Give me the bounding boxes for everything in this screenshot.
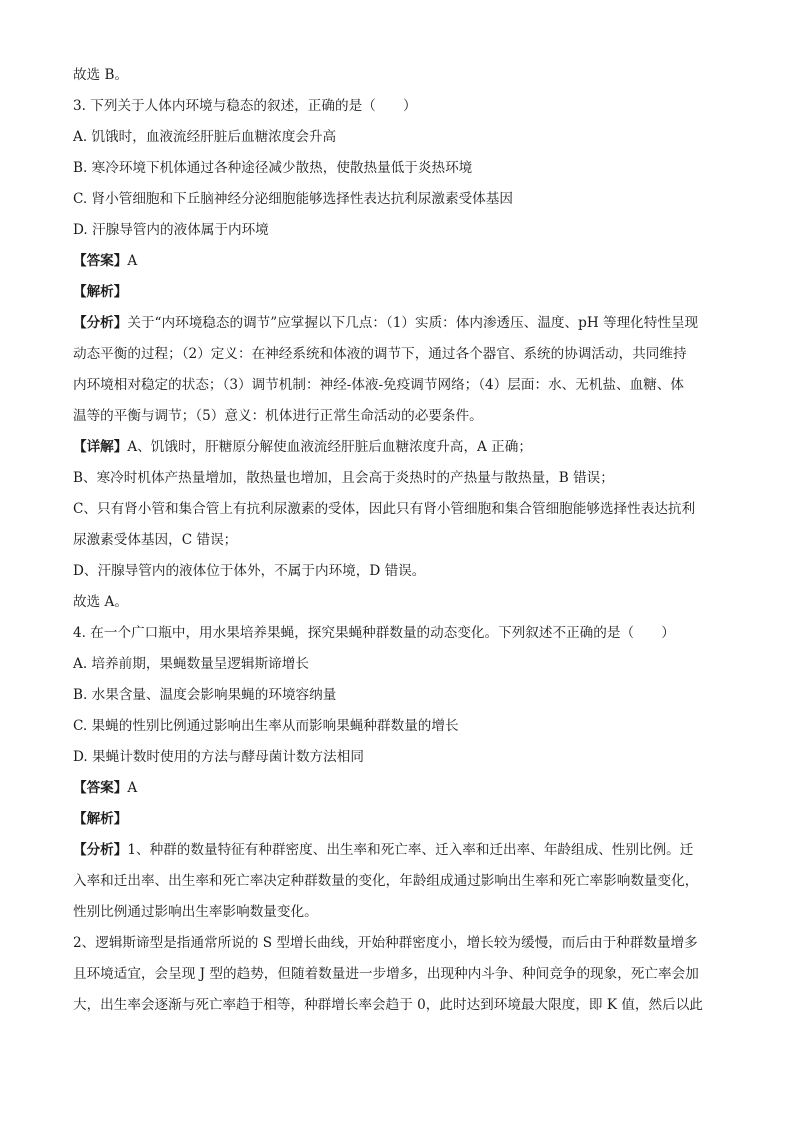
text-line bbox=[73, 91, 723, 122]
text-line bbox=[73, 866, 723, 897]
line-text: 故选 B。 bbox=[73, 67, 129, 83]
text-line bbox=[73, 680, 723, 711]
line-text: 3. 下列关于人体内环境与稳态的叙述，正确的是（ ） bbox=[73, 98, 417, 114]
line-text: 内环境相对稳定的状态；（3）调节机制：神经-体液-免疫调节网络；（4）层面：水、无机盐、血糖、体 bbox=[73, 377, 685, 393]
text-line bbox=[73, 153, 723, 184]
text-line bbox=[73, 463, 723, 494]
text-line bbox=[73, 897, 723, 928]
document-page bbox=[73, 60, 723, 1021]
section-tag: 【答案】 bbox=[73, 780, 128, 796]
text-line bbox=[73, 277, 723, 308]
line-text: A. 饥饿时，血液流经肝脏后血糖浓度会升高 bbox=[73, 129, 337, 145]
line-text: D. 果蝇计数时使用的方法与酵母菌计数方法相同 bbox=[73, 749, 364, 765]
text-line bbox=[73, 959, 723, 990]
text-line bbox=[73, 649, 723, 680]
line-text: B、寒冷时机体产热量增加，散热量也增加，且会高于炎热时的产热量与散热量，B 错误； bbox=[73, 470, 614, 486]
line-text: B. 水果含量、温度会影响果蝇的环境容纳量 bbox=[73, 687, 337, 703]
line-text: A bbox=[127, 780, 138, 796]
line-text: 关于“内环境稳态的调节”应掌握以下几点：（1）实质：体内渗透压、温度、pH 等理化特性呈现 bbox=[127, 315, 699, 331]
text-line bbox=[73, 804, 723, 835]
line-text: 1、种群的数量特征有种群密度、出生率和死亡率、迁入率和迁出率、年龄组成、性别比例。迁 bbox=[127, 842, 694, 858]
section-tag: 【分析】 bbox=[73, 315, 128, 331]
line-text: A bbox=[127, 253, 138, 269]
line-text: 尿激素受体基因，C 错误； bbox=[73, 532, 238, 548]
line-text: C. 肾小管细胞和下丘脑神经分泌细胞能够选择性表达抗利尿激素受体基因 bbox=[73, 191, 513, 207]
line-text: A、饥饿时，肝糖原分解使血液流经肝脏后血糖浓度升高，A 正确； bbox=[127, 439, 532, 455]
line-text: 动态平衡的过程；（2）定义：在神经系统和体液的调节下，通过各个器官、系统的协调活动，共同维持 bbox=[73, 346, 687, 362]
section-tag: 【答案】 bbox=[73, 253, 128, 269]
section-tag: 【分析】 bbox=[73, 842, 128, 858]
line-text: 2、逻辑斯谛型是指通常所说的 S 型增长曲线，开始种群密度小，增长较为缓慢，而后由于种群数量增多 bbox=[73, 935, 698, 951]
text-line bbox=[73, 742, 723, 773]
text-line bbox=[73, 835, 723, 866]
text-line bbox=[73, 339, 723, 370]
line-text: D. 汗腺导管内的液体属于内环境 bbox=[73, 222, 269, 238]
line-text: D、汗腺导管内的液体位于体外，不属于内环境，D 错误。 bbox=[73, 563, 426, 579]
section-tag: 【详解】 bbox=[73, 439, 128, 455]
text-line bbox=[73, 246, 723, 277]
text-line bbox=[73, 184, 723, 215]
line-text: B. 寒冷环境下机体通过各种途径减少散热，使散热量低于炎热环境 bbox=[73, 160, 473, 176]
line-text: 4. 在一个广口瓶中，用水果培养果蝇，探究果蝇种群数量的动态变化。下列叙述不正确的是（ ） bbox=[73, 625, 675, 641]
line-text: C、只有肾小管和集合管上有抗利尿激素的受体，因此只有肾小管细胞和集合管细胞能够选择性表达抗利 bbox=[73, 501, 696, 517]
text-line bbox=[73, 928, 723, 959]
text-line bbox=[73, 401, 723, 432]
text-line bbox=[73, 711, 723, 742]
text-line bbox=[73, 432, 723, 463]
text-line bbox=[73, 525, 723, 556]
line-text: A. 培养前期，果蝇数量呈逻辑斯谛增长 bbox=[73, 656, 309, 672]
text-line bbox=[73, 587, 723, 618]
line-text: 故选 A。 bbox=[73, 594, 128, 610]
section-tag: 【解析】 bbox=[73, 811, 128, 827]
section-tag: 【解析】 bbox=[73, 284, 128, 300]
text-line bbox=[73, 773, 723, 804]
line-text: C. 果蝇的性别比例通过影响出生率从而影响果蝇种群数量的增长 bbox=[73, 718, 459, 734]
line-text: 入率和迁出率、出生率和死亡率决定种群数量的变化，年龄组成通过影响出生率和死亡率影响数量变化， bbox=[73, 873, 699, 889]
text-line bbox=[73, 60, 723, 91]
text-line bbox=[73, 618, 723, 649]
text-line bbox=[73, 308, 723, 339]
text-line bbox=[73, 370, 723, 401]
text-line bbox=[73, 556, 723, 587]
text-line bbox=[73, 122, 723, 153]
line-text: 性别比例通过影响出生率影响数量变化。 bbox=[73, 904, 318, 920]
line-text: 大，出生率会逐渐与死亡率趋于相等，种群增长率会趋于 0，此时达到环境最大限度，即 K 值，然后以此 bbox=[73, 997, 703, 1013]
line-text: 温等的平衡与调节；（5）意义：机体进行正常生命活动的必要条件。 bbox=[73, 408, 483, 424]
text-line bbox=[73, 494, 723, 525]
line-text: 且环境适宜，会呈现 J 型的趋势，但随着数量进一步增多，出现种内斗争、种间竞争的现象，死亡率会加 bbox=[73, 966, 699, 982]
text-line bbox=[73, 215, 723, 246]
text-line bbox=[73, 990, 723, 1021]
